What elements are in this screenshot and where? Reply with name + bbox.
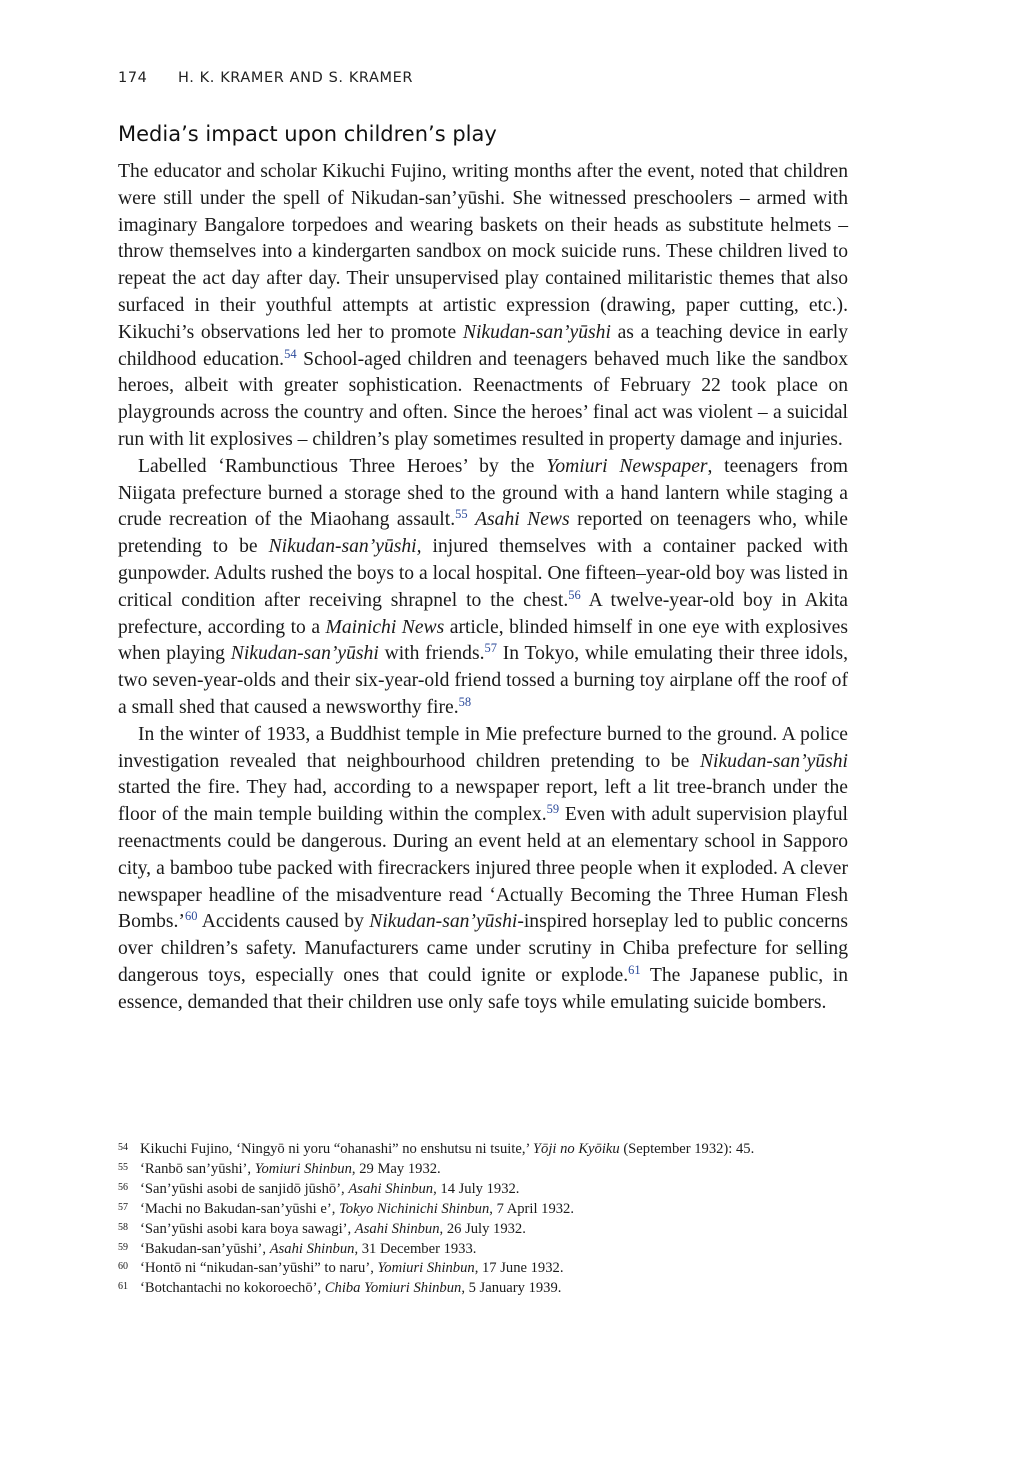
running-head (118, 70, 413, 86)
footnote-text: , 5 January 1939. (461, 1280, 562, 1297)
italic-term: Nikudan-san’yūshi (699, 750, 848, 772)
italic-term: Nikudan-san’yūshi (230, 643, 379, 665)
italic-term: Nikudan-san’yūshi (462, 321, 611, 343)
footnote-text: ‘Bakudan-san’yūshi’, (140, 1240, 270, 1257)
footnote-source: Yōji no Kyōiku (532, 1141, 620, 1157)
footnote-54 (118, 1140, 848, 1160)
footnote-text: , 7 April 1932. (489, 1200, 574, 1217)
footnote-number: 56 (118, 1181, 128, 1193)
text-run: Even with adult supervision playful reenactments could be dangerous. During an event held at an elementary school in Sapporo city, a bamboo tube packed with firecrackers injured three people when it exploded. A clever newspaper headline of the misadventure read ‘Actually Becoming the Three Human Flesh Bombs.’ (118, 804, 848, 933)
paragraph-2 (118, 454, 848, 722)
footnote-55 (118, 1160, 848, 1180)
footnote-number: 61 (118, 1281, 128, 1293)
text-run: -inspired horseplay led to public concerns over children’s safety. Manufacturers came under scrutiny in Chiba prefecture for selling dangerous toys, especially ones that could ignite or explode. (118, 911, 848, 986)
text-run: School-aged children and teenagers behaved much like the sandbox heroes, albeit with greater sophistication. Reenactments of February 22 took place on playgrounds across the country and often. Since the heroes’ final act was violent – a suicidal run with lit explosives – children’s play sometimes resulted in property damage and injuries. (118, 348, 849, 450)
text-run: In Tokyo, while emulating their three idols, two seven-year-olds and their six-year-old friend tossed a burning toy airplane off the roof of a small shed that caused a newsworthy fire. (118, 643, 848, 718)
footnote-ref-60[interactable]: 60 (184, 909, 198, 924)
footnote-ref-58[interactable]: 58 (458, 694, 472, 709)
footnote-text: Kikuchi Fujino, ‘Ningyō ni yoru “ohanashi” no enshutsu ni tsuite,’ (140, 1141, 533, 1157)
italic-term: Mainichi News (325, 616, 445, 638)
text-run: The educator and scholar Kikuchi Fujino, writing months after the event, noted that children were still under the spell of Nikudan-san’yūshi. She witnessed preschoolers – armed with imaginary Bangalore torpedoes and wearing baskets on their heads as substitute helmets – throw themselves into a kindergarten sandbox on mock suicide runs. These children lived to repeat the act day after day. Their unsupervised play contained militaristic themes that also surfaced in their youthful attempts at artistic expression (drawing, paper cutting, etc.). Kikuchi’s observations led her to promote (118, 161, 848, 343)
paragraph-3 (118, 722, 848, 1017)
text-run: The Japanese public, in essence, demanded that their children use only safe toys while emulating suicide bombers. (118, 964, 848, 1013)
footnote-number: 54 (118, 1142, 128, 1153)
footnote-text: , 14 July 1932. (433, 1180, 520, 1197)
footnote-ref-56[interactable]: 56 (568, 587, 581, 602)
text-run: with friends. (378, 643, 485, 665)
footnote-source: Asahi Shinbun (269, 1240, 355, 1257)
footnote-text: ‘Hontō ni “nikudan-san’yūshi” to naru’, (140, 1260, 378, 1277)
footnote-61 (118, 1279, 848, 1299)
text-run: reported on teenagers who, while pretending to be (118, 509, 848, 558)
footnote-ref-61[interactable]: 61 (628, 962, 641, 977)
footnote-source: Tokyo Nichinichi Shinbun (339, 1200, 490, 1217)
running-head-authors: H. K. KRAMER AND S. KRAMER (178, 70, 414, 86)
italic-term: Nikudan-san’yūshi, (268, 536, 422, 558)
footnotes (118, 1140, 848, 1299)
text-run: article, blinded himself in one eye with explosives when playing (118, 616, 848, 665)
page-number: 174 (118, 70, 148, 86)
footnote-59 (118, 1240, 848, 1260)
footnote-text: ‘San’yūshi asobi kara boya sawagi’, (140, 1220, 355, 1237)
text-run (468, 509, 475, 530)
footnote-text: , 31 December 1933. (354, 1240, 477, 1257)
footnote-source: Chiba Yomiuri Shinbun (324, 1280, 462, 1297)
footnote-source: Asahi Shinbun (354, 1220, 440, 1237)
footnote-number: 55 (118, 1161, 128, 1173)
footnote-ref-57[interactable]: 57 (484, 641, 497, 656)
italic-term: Nikudan-san’yūshi (369, 911, 518, 933)
body-text (118, 159, 848, 1017)
text-run: A twelve-year-old boy in Akita prefecture, according to a (118, 589, 848, 638)
footnote-ref-59[interactable]: 59 (546, 802, 560, 817)
footnote-text: , 17 June 1932. (474, 1260, 564, 1277)
text-run: Accidents caused by (197, 911, 370, 933)
footnote-text: , 26 July 1932. (439, 1220, 526, 1237)
footnote-text: (September 1932): 45. (619, 1141, 755, 1157)
footnote-60 (118, 1259, 848, 1279)
footnote-58 (118, 1220, 848, 1240)
footnote-56 (118, 1180, 848, 1200)
footnote-number: 58 (118, 1221, 128, 1233)
text-run: as a teaching device in early childhood education. (118, 321, 848, 370)
text-run: injured themselves with a container packed with gunpowder. Adults rushed the boys to a local hospital. One fifteen–year-old boy was listed in critical condition after receiving shrapnel to the chest. (118, 536, 848, 611)
footnote-source: Yomiuri Shinbun (254, 1160, 352, 1177)
footnote-number: 59 (118, 1241, 128, 1253)
italic-term: Asahi News (475, 509, 570, 531)
text-run: , teenagers from Niigata prefecture burned a storage shed to the ground with a hand lantern while staging a crude recreation of the Miaohang assault. (118, 455, 849, 531)
footnote-text: , 29 May 1932. (351, 1160, 441, 1177)
section-heading: Media’s impact upon children’s play (118, 122, 497, 146)
footnote-source: Asahi Shinbun (348, 1180, 434, 1197)
text-run: started the fire. They had, according to a newspaper report, left a lit tree-branch under the floor of the main temple building within the complex. (118, 777, 848, 826)
text-run: In the winter of 1933, a Buddhist temple in Mie prefecture burned to the ground. A police investigation revealed that neighbourhood children pretending to be (118, 723, 848, 772)
footnote-source: Yomiuri Shinbun (377, 1260, 475, 1277)
text-run: Labelled ‘Rambunctious Three Heroes’ by the (138, 455, 547, 477)
paragraph-1 (118, 159, 848, 454)
footnote-number: 57 (118, 1201, 128, 1213)
footnote-text: ‘San’yūshi asobi de sanjidō jūshō’, (140, 1180, 349, 1197)
footnote-text: ‘Botchantachi no kokoroechō’, (140, 1280, 325, 1297)
footnote-text: ‘Ranbō san’yūshi’, (140, 1160, 255, 1177)
footnote-ref-54[interactable]: 54 (284, 346, 297, 361)
footnote-57 (118, 1200, 848, 1220)
footnote-ref-55[interactable]: 55 (455, 507, 468, 522)
italic-term: Yomiuri Newspaper (546, 455, 708, 477)
footnote-number: 60 (118, 1261, 128, 1273)
footnote-text: ‘Machi no Bakudan-san’yūshi e’, (140, 1200, 339, 1217)
